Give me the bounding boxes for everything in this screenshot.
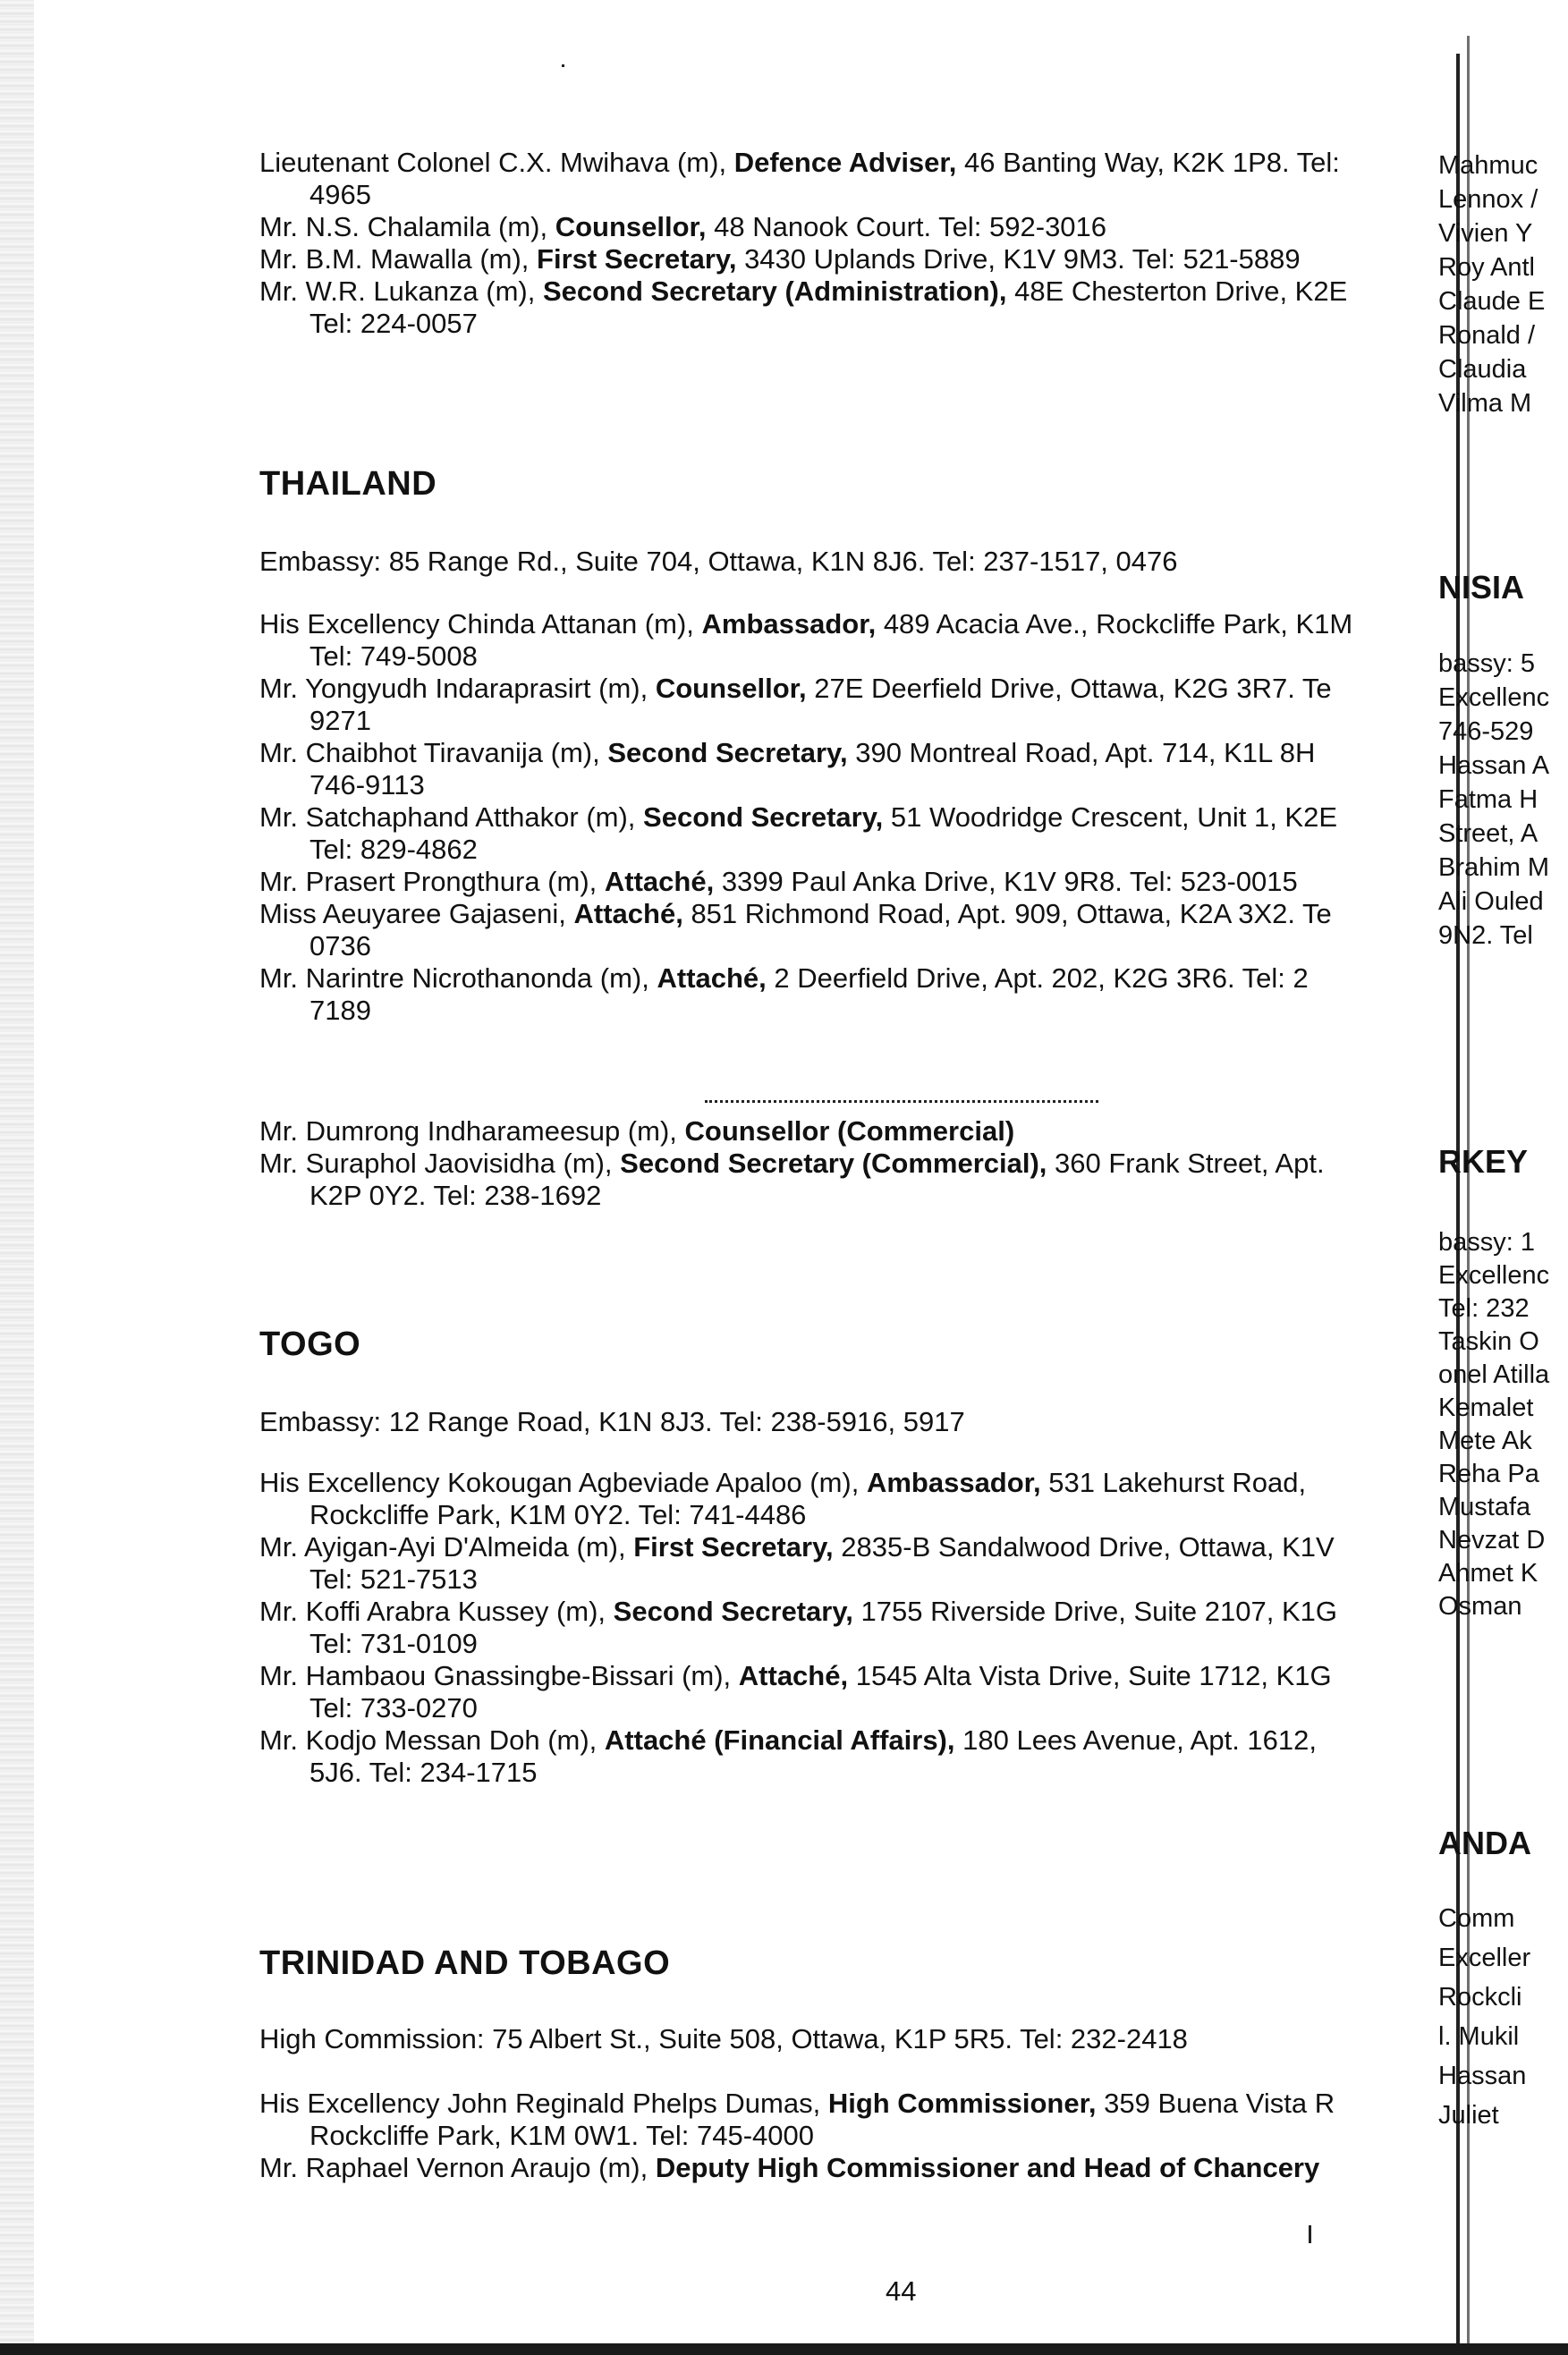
adjacent-heading: ANDA: [1438, 1825, 1531, 1861]
entry-address: 46 Banting Way, K2K 1P8. Tel:: [956, 147, 1340, 178]
entry-title: Ambassador,: [866, 1467, 1041, 1498]
adjacent-line: Ali Ouled: [1438, 887, 1544, 916]
adjacent-line: bassy: 5: [1438, 649, 1535, 678]
entry-line: [259, 147, 1340, 179]
entry-line: [259, 1724, 1317, 1757]
entry-name: Mr. Raphael Vernon Araujo (m),: [259, 2152, 656, 2183]
adjacent-line: Mahmuc: [1438, 151, 1538, 180]
entry-line: [259, 243, 1301, 275]
entry-title: Attaché,: [573, 898, 683, 929]
entry-line: [259, 1660, 1332, 1692]
adjacent-line: Claudia: [1438, 355, 1527, 384]
adjacent-line: Tel: 232: [1438, 1294, 1530, 1323]
entry-name: Mr. W.R. Lukanza (m),: [259, 275, 543, 307]
adjacent-line: Comm: [1438, 1904, 1515, 1933]
entry-line: [259, 898, 1332, 930]
entry-continuation: 746-9113: [309, 769, 425, 801]
entry-title: Second Secretary (Commercial),: [620, 1148, 1047, 1179]
entry-continuation: Tel: 829-4862: [309, 834, 478, 865]
entry-address: 48 Nanook Court. Tel: 592-3016: [706, 211, 1107, 242]
entry-address: 51 Woodridge Crescent, Unit 1, K2E: [883, 801, 1338, 833]
entry-line: [259, 2152, 1319, 2184]
entry-line: [259, 1115, 1014, 1148]
entry-continuation: Tel: 731-0109: [309, 1628, 478, 1659]
adjacent-heading: NISIA: [1438, 569, 1525, 606]
entry-address: 360 Frank Street, Apt.: [1047, 1148, 1325, 1179]
entry-title: Second Secretary,: [643, 801, 884, 833]
adjacent-line: Roy Antl: [1438, 253, 1535, 282]
entry-address: 1545 Alta Vista Drive, Suite 1712, K1G: [848, 1660, 1332, 1691]
scan-edge-bottom: [0, 2343, 1568, 2355]
entry-name: Mr. N.S. Chalamila (m),: [259, 211, 555, 242]
entry-address: 1755 Riverside Drive, Suite 2107, K1G: [852, 1596, 1337, 1627]
adjacent-line: Ahmet K: [1438, 1559, 1538, 1588]
entry-continuation: Rockcliffe Park, K1M 0W1. Tel: 745-4000: [309, 2120, 815, 2151]
entry-line: [259, 801, 1337, 834]
entry-title: First Secretary,: [537, 243, 737, 275]
adjacent-line: Osman: [1438, 1592, 1522, 1621]
entry-title: Counsellor (Commercial): [684, 1115, 1015, 1147]
entry-name: His Excellency John Reginald Phelps Dumas,: [259, 2088, 828, 2119]
entry-address: 851 Richmond Road, Apt. 909, Ottawa, K2A 3X2. Te: [682, 898, 1332, 929]
entry-title: Counsellor,: [555, 211, 707, 242]
entry-continuation: 5J6. Tel: 234-1715: [309, 1757, 538, 1788]
entry-title: Attaché,: [657, 962, 767, 994]
adjacent-line: Hassan: [1438, 2062, 1527, 2090]
heading-trinidad: TRINIDAD AND TOBAGO: [259, 1944, 671, 1982]
adjacent-heading: RKEY: [1438, 1143, 1529, 1180]
adjacent-line: Claude E: [1438, 287, 1546, 316]
entry-title: Deputy High Commissioner and Head of Chancery: [655, 2152, 1320, 2183]
entry-address: 27E Deerfield Drive, Ottawa, K2G 3R7. Te: [806, 673, 1332, 704]
heading-togo: TOGO: [259, 1326, 361, 1363]
entry-name: Mr. Prasert Prongthura (m),: [259, 866, 605, 897]
adjacent-page-fragment: [1431, 0, 1568, 2355]
entry-continuation: 0736: [309, 930, 371, 961]
entry-title: Attaché (Financial Affairs),: [604, 1724, 955, 1756]
entry-continuation: 7189: [309, 995, 371, 1026]
entry-continuation: 9271: [309, 705, 371, 736]
entry-line: [259, 866, 1298, 898]
adjacent-line: Hassan A: [1438, 751, 1550, 780]
entry-address: 3430 Uplands Drive, K1V 9M3. Tel: 521-5889: [736, 243, 1301, 275]
entry-line: [259, 962, 1309, 995]
entry-continuation: Tel: 749-5008: [309, 640, 478, 672]
entry-line: [259, 275, 1347, 308]
entry-line: [259, 1531, 1335, 1563]
scan-edge-left: [0, 0, 34, 2355]
entry-title: Attaché,: [738, 1660, 849, 1691]
entry-title: Second Secretary,: [607, 737, 848, 768]
entry-name: His Excellency Chinda Attanan (m),: [259, 608, 702, 640]
togo-embassy: Embassy: 12 Range Road, K1N 8J3. Tel: 238-5916, 5917: [259, 1406, 965, 1437]
adjacent-line: Excellenc: [1438, 1261, 1550, 1290]
page-number: 44: [886, 2275, 917, 2307]
adjacent-line: Rockcli: [1438, 1983, 1522, 2012]
adjacent-line: Mustafa: [1438, 1493, 1531, 1521]
adjacent-line: Juliet: [1438, 2101, 1499, 2130]
entry-name: Mr. Narintre Nicrothanonda (m),: [259, 962, 657, 994]
adjacent-line: Ronald /: [1438, 321, 1536, 350]
entry-title: Defence Adviser,: [733, 147, 957, 178]
entry-continuation: K2P 0Y2. Tel: 238-1692: [309, 1180, 602, 1211]
entry-name: Mr. Suraphol Jaovisidha (m),: [259, 1148, 621, 1179]
entry-continuation: Tel: 521-7513: [309, 1563, 478, 1595]
adjacent-line: 746-529: [1438, 717, 1534, 746]
adjacent-line: Lennox /: [1438, 185, 1538, 214]
adjacent-line: Kemalet: [1438, 1394, 1534, 1422]
trinidad-commission: High Commission: 75 Albert St., Suite 508, Ottawa, K1P 5R5. Tel: 232-2418: [259, 2023, 1188, 2054]
adjacent-line: Street, A: [1438, 819, 1538, 848]
entry-line: [259, 673, 1332, 705]
entry-title: Attaché,: [604, 866, 715, 897]
entry-name: Mr. Dumrong Indharameesup (m),: [259, 1115, 685, 1147]
entry-name: Mr. Yongyudh Indaraprasirt (m),: [259, 673, 656, 704]
entry-title: Counsellor,: [655, 673, 807, 704]
entry-name: Miss Aeuyaree Gajaseni,: [259, 898, 574, 929]
entry-name: Mr. Hambaou Gnassingbe-Bissari (m),: [259, 1660, 739, 1691]
entry-line: [259, 1467, 1306, 1499]
adjacent-line: Fatma H: [1438, 785, 1538, 814]
thailand-embassy: Embassy: 85 Range Rd., Suite 704, Ottawa, K1N 8J6. Tel: 237-1517, 0476: [259, 546, 1178, 577]
adjacent-line: Brahim M: [1438, 853, 1550, 882]
adjacent-line: Exceller: [1438, 1944, 1531, 1972]
adjacent-line: Reha Pa: [1438, 1460, 1539, 1488]
dotted-separator: [705, 1100, 1098, 1103]
entry-line: [259, 608, 1352, 640]
adjacent-line: Vivien Y: [1438, 219, 1533, 248]
entry-name: Mr. Chaibhot Tiravanija (m),: [259, 737, 608, 768]
entry-address: 180 Lees Avenue, Apt. 1612,: [954, 1724, 1317, 1756]
entry-address: 359 Buena Vista R: [1096, 2088, 1335, 2119]
entry-address: 390 Montreal Road, Apt. 714, K1L 8H: [847, 737, 1316, 768]
scan-speck: [562, 64, 564, 67]
entry-line: [259, 1596, 1337, 1628]
entry-title: Ambassador,: [701, 608, 877, 640]
adjacent-line: Nevzat D: [1438, 1526, 1546, 1554]
adjacent-line: Excellenc: [1438, 683, 1550, 712]
entry-address: 489 Acacia Ave., Rockcliffe Park, K1M: [876, 608, 1353, 640]
entry-name: Mr. Satchaphand Atthakor (m),: [259, 801, 644, 833]
main-column: [259, 0, 1440, 2355]
adjacent-line: Mete Ak: [1438, 1427, 1532, 1455]
entry-name: Mr. B.M. Mawalla (m),: [259, 243, 538, 275]
heading-thailand: THAILAND: [259, 465, 437, 503]
adjacent-line: l. Mukil: [1438, 2022, 1520, 2051]
entry-continuation: Rockcliffe Park, K1M 0Y2. Tel: 741-4486: [309, 1499, 807, 1530]
entry-name: Lieutenant Colonel C.X. Mwihava (m),: [259, 147, 734, 178]
adjacent-line: 9N2. Tel: [1438, 921, 1533, 950]
entry-line: [259, 211, 1106, 243]
adjacent-line: bassy: 1: [1438, 1228, 1535, 1257]
adjacent-line: onel Atilla: [1438, 1360, 1550, 1389]
scan-speck: [1309, 2225, 1311, 2243]
entry-continuation: Tel: 733-0270: [309, 1692, 478, 1724]
adjacent-line: Vilma M: [1438, 389, 1532, 418]
entry-title: First Secretary,: [633, 1531, 834, 1563]
entry-name: Mr. Ayigan-Ayi D'Almeida (m),: [259, 1531, 634, 1563]
entry-title: High Commissioner,: [827, 2088, 1097, 2119]
entry-address: 3399 Paul Anka Drive, K1V 9R8. Tel: 523-0015: [714, 866, 1298, 897]
entry-title: Second Secretary (Administration),: [542, 275, 1007, 307]
entry-name: Mr. Kodjo Messan Doh (m),: [259, 1724, 605, 1756]
entry-address: 2 Deerfield Drive, Apt. 202, K2G 3R6. Tel: 2: [766, 962, 1309, 994]
entry-title: Second Secretary,: [613, 1596, 853, 1627]
entry-continuation: Tel: 224-0057: [309, 308, 478, 339]
entry-line: [259, 2088, 1335, 2120]
entry-address: 2835-B Sandalwood Drive, Ottawa, K1V: [833, 1531, 1335, 1563]
entry-address: 531 Lakehurst Road,: [1040, 1467, 1307, 1498]
entry-continuation: 4965: [309, 179, 371, 210]
entry-address: 48E Chesterton Drive, K2E: [1006, 275, 1348, 307]
entry-line: [259, 737, 1315, 769]
entry-name: His Excellency Kokougan Agbeviade Apaloo (m),: [259, 1467, 867, 1498]
entry-line: [259, 1148, 1325, 1180]
entry-name: Mr. Koffi Arabra Kussey (m),: [259, 1596, 614, 1627]
adjacent-line: Taskin O: [1438, 1327, 1539, 1356]
